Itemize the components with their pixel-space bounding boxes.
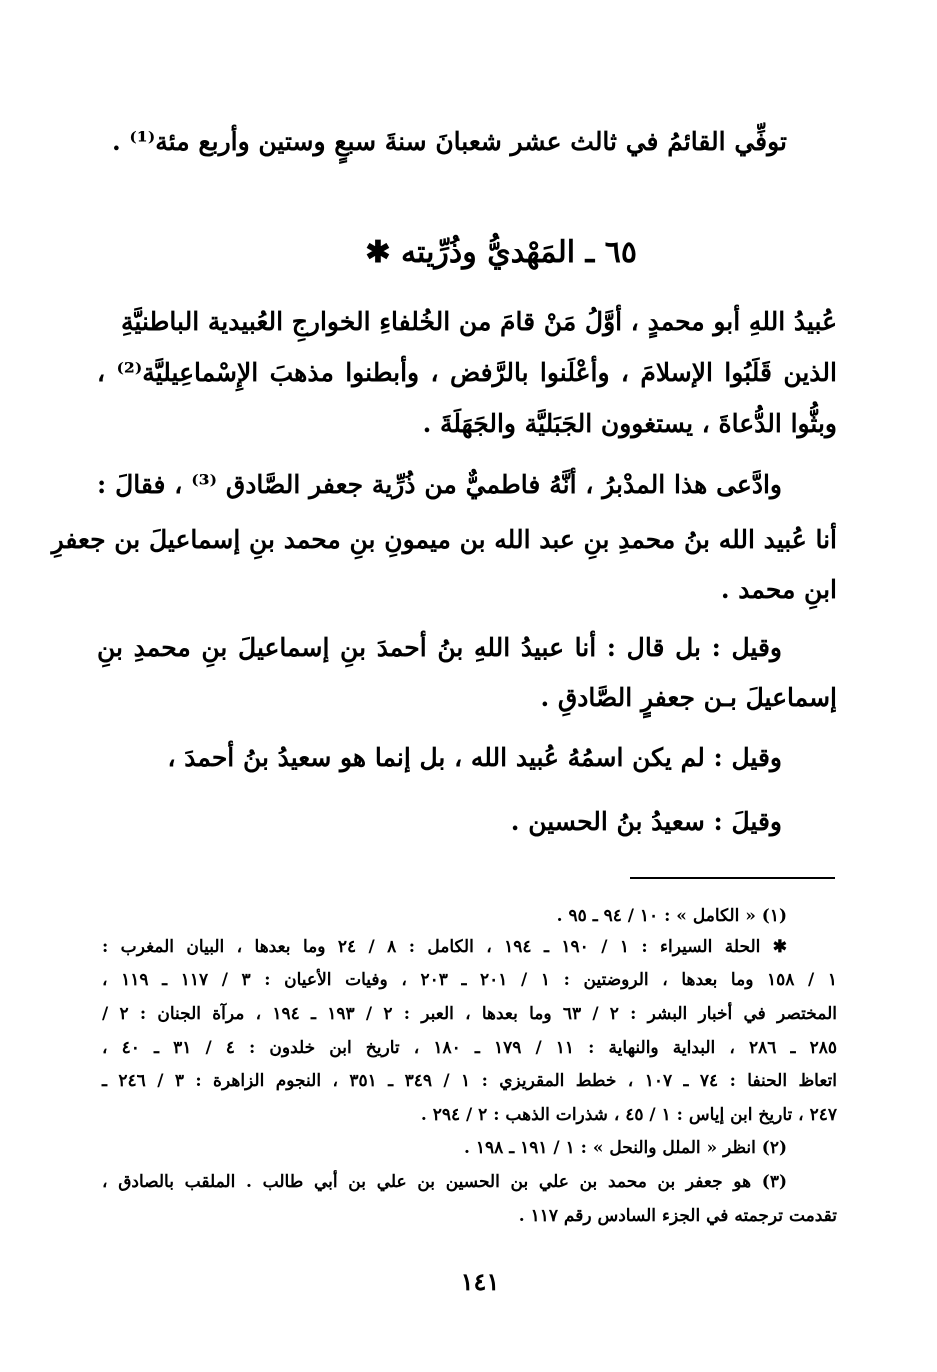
footnote-star-line-4: ٢٨٥ ـ ٢٨٦ ، البداية والنهاية : ١١ / ١٧٩ ـ ١٨٠ ، تاريخ ابن خلدون : ٤ / ٣١ ـ ٤٠ ، (102, 1038, 838, 1058)
footnote-star-line-2: ١ / ١٥٨ وما بعدها ، الروضتين : ١ / ٢٠١ ـ ٢٠٣ ، وفيات الأعيان : ٣ / ١١٧ ـ ١١٩ ، (102, 970, 837, 990)
para1-line-2: الذين قَلَبُوا الإسلامَ ، وأعْلَنوا بالرَّفض ، وأبطنوا مذهبَ الإِسْماعِيليَّة⁽²⁾ ، (97, 358, 837, 387)
footnote-star-line-3: المختصر في أخبار البشر : ٢ / ٦٣ وما بعدها ، العبر : ٢ / ١٩٣ ـ ١٩٤ ، مرآة الجنان : ٢ / (102, 1004, 837, 1024)
footnote-star-line-1: ✱ الحلة السيراء : ١ / ١٩٠ ـ ١٩٤ ، الكامل : ٨ / ٢٤ وما بعدها ، البيان المغرب : (102, 937, 788, 957)
footnote-star-line-6: ٢٤٧ ، تاريخ ابن إياس : ١ / ٤٥ ، شذرات الذهب : ٢ / ٢٩٤ . (420, 1105, 837, 1125)
footnote-star-line-5: اتعاظ الحنفا : ٧٤ ـ ١٠٧ ، خطط المقريزي : ١ / ٣٤٩ ـ ٣٥١ ، النجوم الزاهرة : ٣ / ٢٤٦ ـ (102, 1071, 838, 1091)
para4-line-1: وقيل : لم يكن اسمُهُ عُبيد الله ، بل إنما هو سعيدُ بنُ أحمدَ ، (167, 743, 782, 772)
footnote-1: (١) « الكامل » : ١٠ / ٩٤ ـ ٩٥ . (556, 906, 787, 926)
footnote-3-line-1: (٣) هو جعفر بن محمد بن علي بن الحسين بن علي بن أبي طالب . الملقب بالصادق ، (102, 1172, 787, 1192)
footnote-separator (630, 877, 835, 879)
intro-line: توفِّي القائمُ في ثالث عشر شعبانَ سنةَ سبعٍ وستين وأربع مئة⁽¹⁾ . (112, 127, 787, 156)
footnote-2: (٢) انظر « الملل والنحل » : ١ / ١٩١ ـ ١٩٨ . (464, 1138, 787, 1158)
para5-line-1: وقيلَ : سعيدُ بنُ الحسين . (510, 807, 782, 836)
para2-line-1: وادَّعى هذا المدْبرُ ، أنَّهُ فاطميٌّ من ذُرِّية جعفر الصَّادق ⁽³⁾ ، فقالَ : (97, 470, 782, 499)
para3-line-1: وقيل : بل قال : أنا عبيدُ اللهِ بنُ أحمدَ بنِ إسماعيلَ بنِ محمدِ بنِ (97, 633, 782, 662)
para2-line-3: ابنِ محمد . (720, 575, 837, 604)
para3-line-2: إسماعيلَ بـن جعفرٍ الصَّادقِ . (540, 683, 837, 712)
para1-line-1: عُبيدُ اللهِ أبو محمدٍ ، أوَّلُ مَنْ قامَ من الخُلفاءِ الخوارجِ العُبيدية الباطنيَّةِ (121, 307, 837, 336)
para2-line-2: أنا عُبيد الله بنُ محمدِ بنِ عبد الله بن ميمونِ بنِ محمد بنِ إسماعيلَ بن جعفرِ (51, 525, 837, 554)
section-heading: ٦٥ ـ المَهْديُّ وذُرِّيته ✱ (365, 235, 637, 270)
para1-line-3: وبثُّوا الدُّعاةَ ، يستغوون الجَبَليَّة والجَهَلَةَ . (422, 409, 837, 438)
footnote-3-line-2: تقدمت ترجمته في الجزء السادس رقم ١١٧ . (518, 1206, 837, 1226)
page-number: ١٤١ (460, 1267, 500, 1296)
